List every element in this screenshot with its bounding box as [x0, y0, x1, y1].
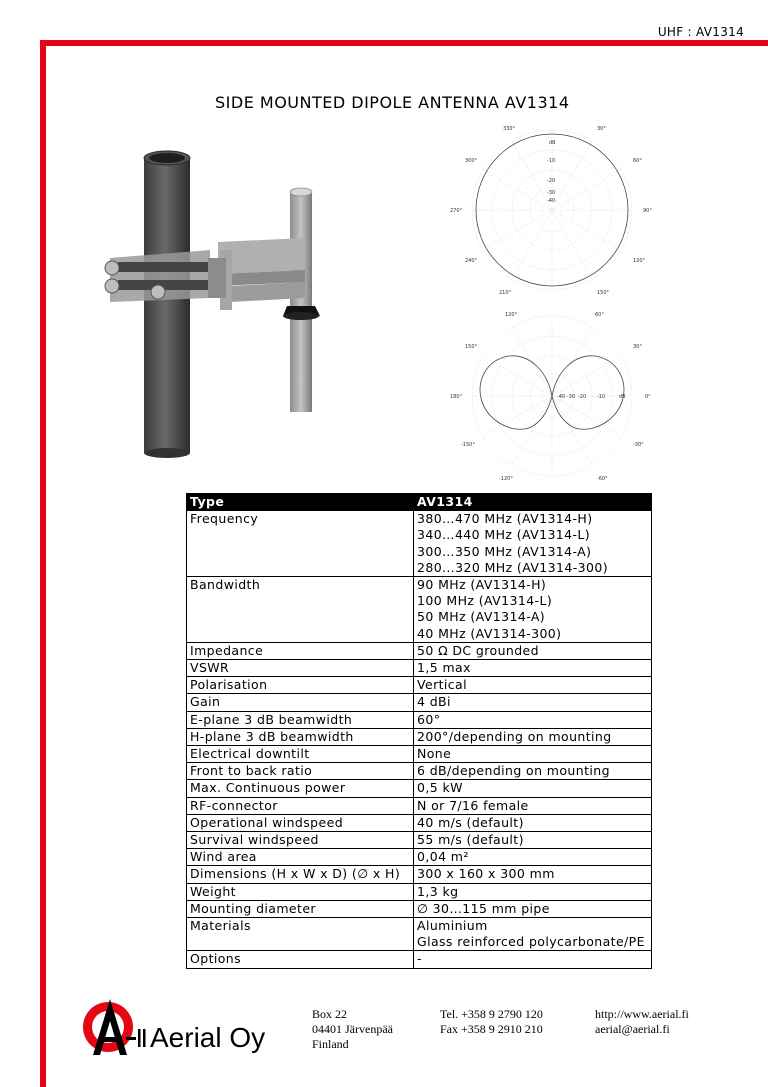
table-row — [187, 918, 652, 951]
v-angle-minus150: -150° — [461, 442, 475, 448]
table-row — [187, 511, 652, 577]
h-angle-150: 150° — [597, 290, 610, 296]
h-angle-270: 270° — [450, 208, 463, 214]
spec-value-line: 1,3 kg — [417, 883, 459, 899]
v-angle-30: 30° — [633, 344, 642, 350]
spec-value — [414, 883, 652, 900]
spec-value-line: N or 7/16 female — [417, 797, 529, 813]
table-row — [187, 660, 652, 677]
antenna-illustration — [90, 150, 330, 460]
page-title: SIDE MOUNTED DIPOLE ANTENNA AV1314 — [215, 93, 570, 112]
h-db-40: -40 — [547, 198, 556, 204]
footer-phone — [440, 1007, 543, 1037]
spec-value — [414, 763, 652, 780]
table-row — [187, 763, 652, 780]
v-db-40: -40 — [557, 394, 566, 400]
v-db-label: dB — [619, 394, 626, 400]
footer-address — [312, 1007, 393, 1052]
spec-label: Options — [187, 951, 414, 968]
spec-label: Weight — [187, 883, 414, 900]
h-plane-pattern-diagram — [447, 122, 657, 298]
spec-value — [414, 746, 652, 763]
phone-line: Tel. +358 9 2790 120 — [440, 1007, 543, 1021]
spec-label: Wind area — [187, 849, 414, 866]
spec-label: Frequency — [187, 511, 414, 577]
h-angle-120: 120° — [633, 258, 646, 264]
footer-web — [595, 1007, 689, 1037]
spec-value — [414, 660, 652, 677]
spec-value-line: 0,5 kW — [417, 780, 463, 796]
spec-value-line: Aluminium — [417, 918, 488, 934]
spec-value-line: 380…470 MHz (AV1314-H) — [417, 511, 593, 527]
spec-label: Bandwidth — [187, 577, 414, 643]
table-row — [187, 849, 652, 866]
spec-value-line: 0,04 m² — [417, 849, 469, 865]
website-link[interactable]: http://www.aerial.fi — [595, 1007, 689, 1021]
spec-value — [414, 511, 652, 577]
spec-value-line: 100 MHz (AV1314-L) — [417, 593, 553, 609]
v-angle-minus60: -60° — [597, 476, 608, 482]
table-row — [187, 677, 652, 694]
spec-label: E-plane 3 dB beamwidth — [187, 711, 414, 728]
h-angle-240: 240° — [465, 258, 478, 264]
spec-value — [414, 866, 652, 883]
spec-value — [414, 677, 652, 694]
h-angle-300: 300° — [465, 158, 478, 164]
table-header-model: AV1314 — [414, 494, 652, 511]
v-db-10: -10 — [597, 394, 606, 400]
spec-value-line: None — [417, 746, 452, 762]
spec-value — [414, 814, 652, 831]
spec-label: Front to back ratio — [187, 763, 414, 780]
spec-label: Electrical downtilt — [187, 746, 414, 763]
spec-value-line: 40 m/s (default) — [417, 814, 524, 830]
spec-value-line: 200°/depending on mounting — [417, 728, 612, 744]
v-db-20: -20 — [578, 394, 587, 400]
spec-value-line: Vertical — [417, 677, 467, 693]
spec-value — [414, 780, 652, 797]
v-angle-150: 150° — [465, 344, 478, 350]
spec-value-line: 40 MHz (AV1314-300) — [417, 625, 562, 641]
spec-label: Gain — [187, 694, 414, 711]
spec-value-line: 1,5 max — [417, 660, 471, 676]
spec-value-line: 90 MHz (AV1314-H) — [417, 577, 547, 593]
address-line: 04401 Järvenpää — [312, 1022, 393, 1036]
spec-label: H-plane 3 dB beamwidth — [187, 728, 414, 745]
spec-label: Dimensions (H x W x D) (∅ x H) — [187, 866, 414, 883]
table-row — [187, 780, 652, 797]
v-angle-120: 120° — [505, 312, 518, 318]
spec-value-line: Glass reinforced polycarbonate/PE — [417, 934, 645, 950]
spec-value — [414, 711, 652, 728]
spec-value-line: 55 m/s (default) — [417, 832, 524, 848]
v-angle-minus30: -30° — [633, 442, 644, 448]
spec-value-line: 60° — [417, 711, 441, 727]
spec-value — [414, 797, 652, 814]
spec-label: Impedance — [187, 642, 414, 659]
spec-value — [414, 642, 652, 659]
h-db-30: -30 — [547, 190, 556, 196]
page-header-code: UHF : AV1314 — [657, 25, 744, 39]
spec-value-line: 340…440 MHz (AV1314-L) — [417, 527, 591, 543]
spec-value — [414, 918, 652, 951]
h-db-20: -20 — [547, 178, 556, 184]
spec-label: Max. Continuous power — [187, 780, 414, 797]
e-plane-pattern-diagram — [447, 308, 657, 484]
table-row — [187, 728, 652, 745]
spec-value-line: ∅ 30…115 mm pipe — [417, 900, 550, 916]
table-row — [187, 832, 652, 849]
spec-value-line: 50 MHz (AV1314-A) — [417, 609, 546, 625]
table-row — [187, 711, 652, 728]
spec-value — [414, 951, 652, 968]
table-row — [187, 814, 652, 831]
spec-label: Operational windspeed — [187, 814, 414, 831]
h-db-label: dB — [549, 140, 556, 146]
table-header-row — [187, 494, 652, 511]
spec-label: Survival windspeed — [187, 832, 414, 849]
spec-value-line: 6 dB/depending on mounting — [417, 763, 610, 779]
h-angle-330: 330° — [503, 126, 516, 132]
table-row — [187, 797, 652, 814]
spec-value-line: 280...320 MHz (AV1314-300) — [417, 559, 608, 575]
v-angle-0: 0° — [645, 394, 651, 400]
table-row — [187, 642, 652, 659]
spec-value — [414, 577, 652, 643]
spec-value-line: - — [417, 951, 422, 967]
spec-value — [414, 694, 652, 711]
fax-line: Fax +358 9 2910 210 — [440, 1022, 543, 1036]
spec-value-line: 300…350 MHz (AV1314-A) — [417, 543, 592, 559]
h-angle-30: 30° — [597, 126, 606, 132]
v-db-30: -30 — [567, 394, 576, 400]
table-row — [187, 951, 652, 968]
table-row — [187, 746, 652, 763]
specifications-table — [186, 493, 652, 969]
red-top-border — [40, 40, 768, 46]
spec-value-line: 50 Ω DC grounded — [417, 642, 539, 658]
table-body — [187, 511, 652, 968]
spec-label: RF-connector — [187, 797, 414, 814]
email-link[interactable]: aerial@aerial.fi — [595, 1022, 670, 1036]
spec-value-line: 300 x 160 x 300 mm — [417, 866, 555, 882]
spec-label: Mounting diameter — [187, 900, 414, 917]
red-left-border — [40, 40, 46, 1087]
table-row — [187, 577, 652, 643]
spec-label: Materials — [187, 918, 414, 951]
spec-label: Polarisation — [187, 677, 414, 694]
spec-value — [414, 728, 652, 745]
table-row — [187, 900, 652, 917]
spec-value-line: 4 dBi — [417, 694, 451, 710]
spec-label: VSWR — [187, 660, 414, 677]
v-angle-minus120: -120° — [499, 476, 513, 482]
v-angle-60: 60° — [595, 312, 604, 318]
h-angle-210: 210° — [499, 290, 512, 296]
table-row — [187, 883, 652, 900]
h-db-10: -10 — [547, 158, 556, 164]
spec-value — [414, 849, 652, 866]
h-angle-90: 90° — [643, 208, 652, 214]
logo-text: Aerial Oy — [150, 1022, 266, 1053]
h-angle-60: 60° — [633, 158, 642, 164]
table-row — [187, 866, 652, 883]
spec-value — [414, 900, 652, 917]
spec-value — [414, 832, 652, 849]
address-line: Finland — [312, 1037, 349, 1051]
address-line: Box 22 — [312, 1007, 348, 1021]
aerial-oy-logo — [78, 993, 303, 1063]
table-header-type: Type — [187, 494, 414, 511]
v-angle-180: 180° — [450, 394, 463, 400]
table-row — [187, 694, 652, 711]
